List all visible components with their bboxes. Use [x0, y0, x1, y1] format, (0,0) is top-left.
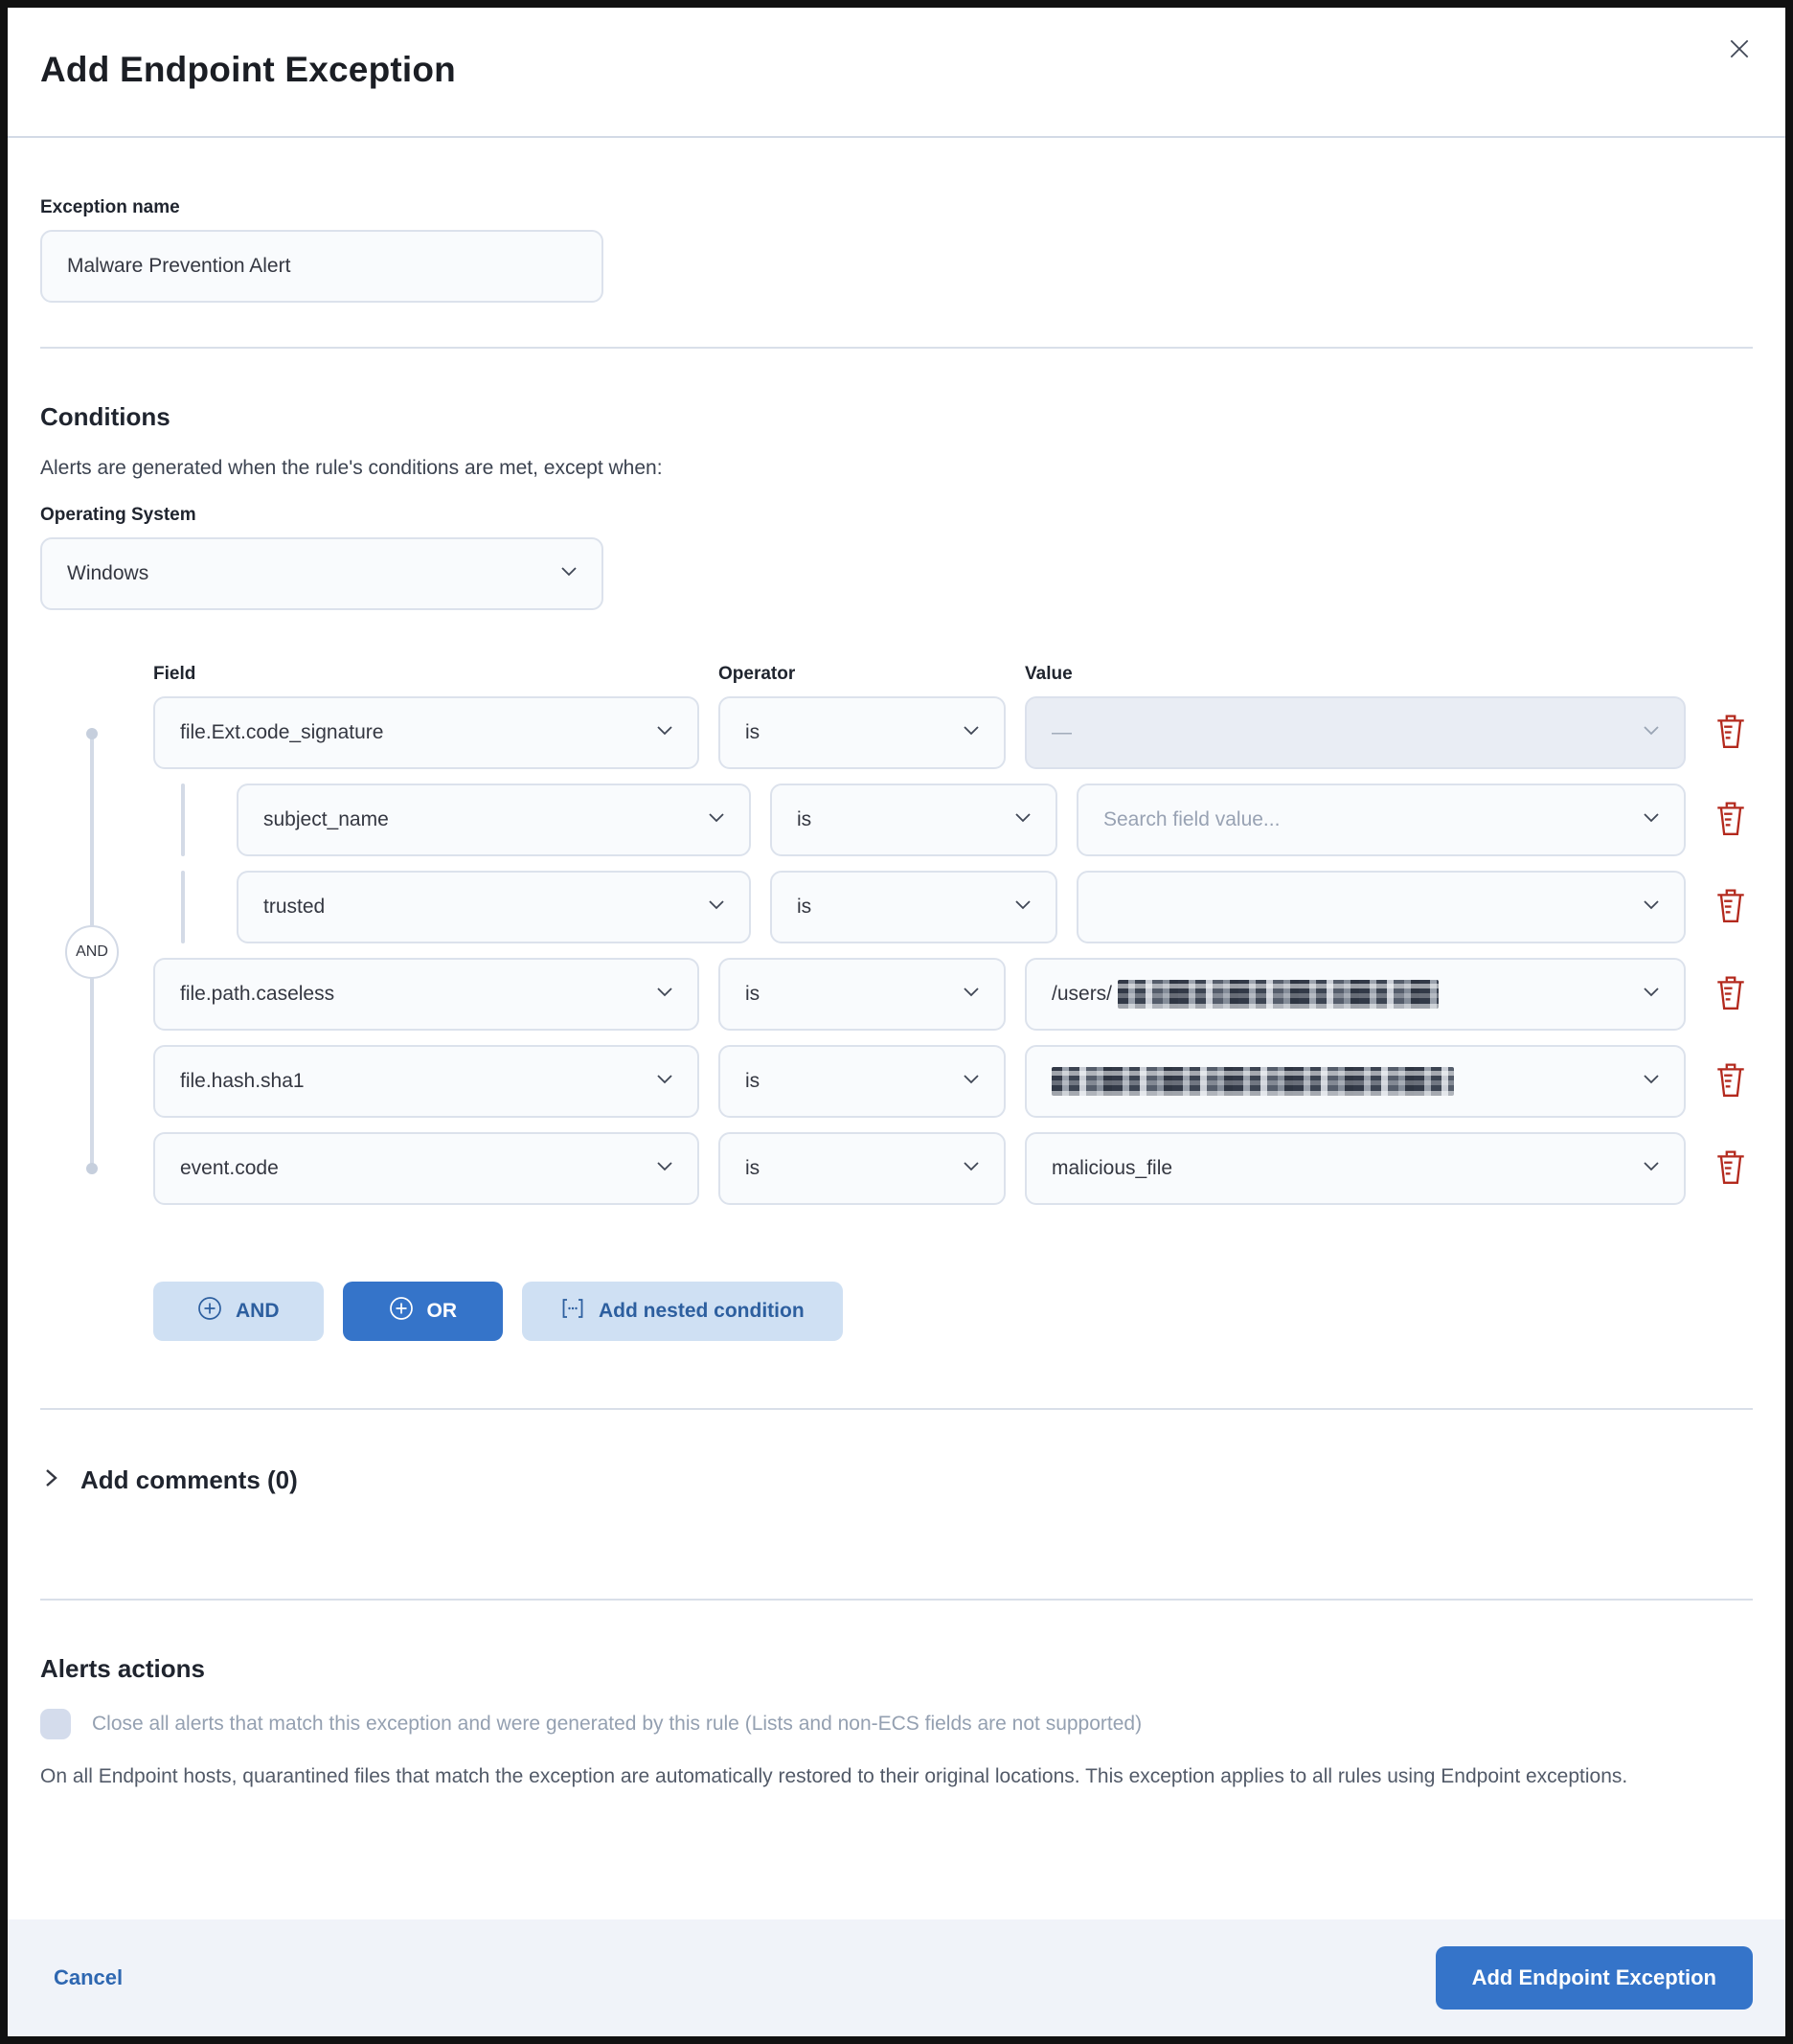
condition-row	[40, 696, 1753, 769]
value-text: /users/	[1052, 983, 1113, 1005]
field-value: file.path.caseless	[180, 983, 335, 1005]
redacted-value	[1118, 980, 1439, 1009]
delete-condition-button[interactable]	[1709, 969, 1753, 1019]
chevron-down-icon	[653, 1067, 676, 1096]
chevron-down-icon	[960, 1154, 983, 1183]
add-or-button[interactable]	[343, 1282, 504, 1341]
exception-name-field-wrap	[40, 230, 603, 303]
condition-rows	[40, 696, 1753, 1205]
chevron-down-icon	[653, 1154, 676, 1183]
chevron-down-icon	[960, 718, 983, 747]
close-alerts-checkbox-label: Close all alerts that match this exception and were generated by this rule (Lists and non-ECS fields are not supported)	[92, 1713, 1143, 1735]
operator-value: is	[745, 983, 760, 1005]
condition-field-select[interactable]	[153, 1045, 699, 1118]
field-value: trusted	[263, 896, 326, 918]
chevron-down-icon	[1640, 806, 1663, 834]
condition-field-select[interactable]	[237, 784, 751, 856]
modal-header	[8, 8, 1785, 138]
delete-condition-button[interactable]	[1709, 1056, 1753, 1106]
column-headers	[40, 664, 1753, 685]
condition-field-select[interactable]	[153, 696, 699, 769]
close-icon	[1727, 36, 1752, 64]
condition-field-select[interactable]	[153, 1132, 699, 1205]
chevron-down-icon	[1640, 1154, 1663, 1183]
divider	[40, 347, 1753, 349]
plus-circle-icon	[389, 1296, 414, 1327]
chevron-down-icon	[1640, 1067, 1663, 1096]
operator-value: is	[797, 896, 812, 918]
exception-name-input[interactable]	[67, 255, 577, 278]
modal-title: Add Endpoint Exception	[40, 50, 456, 89]
trash-icon	[1714, 1149, 1747, 1189]
field-value: file.Ext.code_signature	[180, 721, 384, 743]
cancel-button[interactable]: Cancel	[54, 1965, 124, 1989]
add-comments-toggle[interactable]	[40, 1465, 298, 1495]
delete-condition-button[interactable]	[1709, 795, 1753, 845]
operator-column-header: Operator	[718, 664, 796, 684]
condition-row	[40, 958, 1753, 1031]
condition-operator-select[interactable]	[718, 958, 1006, 1031]
operator-value: is	[745, 1157, 760, 1179]
condition-buttons	[40, 1282, 1753, 1341]
chevron-down-icon	[1640, 980, 1663, 1009]
close-alerts-checkbox-row	[40, 1709, 1753, 1739]
value-column-header: Value	[1025, 664, 1073, 684]
exception-name-label: Exception name	[40, 197, 180, 217]
add-endpoint-exception-button[interactable]: Add Endpoint Exception	[1436, 1946, 1753, 2010]
and-connector-badge: AND	[65, 925, 119, 979]
chevron-down-icon	[705, 806, 728, 834]
trash-icon	[1714, 888, 1747, 927]
operator-value: is	[745, 721, 760, 743]
chevron-down-icon	[557, 559, 580, 588]
condition-operator-select[interactable]	[718, 1132, 1006, 1205]
condition-builder	[40, 664, 1753, 1341]
value-text: —	[1052, 721, 1072, 743]
nested-indent-bar	[181, 871, 185, 943]
condition-value-select[interactable]	[1077, 871, 1686, 943]
condition-row	[40, 1045, 1753, 1118]
condition-value-select[interactable]	[1025, 958, 1686, 1031]
trash-icon	[1714, 975, 1747, 1014]
delete-condition-button[interactable]	[1709, 708, 1753, 758]
condition-value-select[interactable]	[1077, 784, 1686, 856]
chevron-down-icon	[705, 893, 728, 921]
alerts-actions-note: On all Endpoint hosts, quarantined files that match the exception are automatically restored to their original locations. This exception applies to all rules using Endpoint exceptions.	[40, 1765, 1628, 1787]
operating-system-label: Operating System	[40, 505, 196, 525]
add-and-label: AND	[236, 1300, 280, 1322]
condition-value-select[interactable]	[1025, 1045, 1686, 1118]
operating-system-select[interactable]	[40, 537, 603, 610]
trash-icon	[1714, 714, 1747, 753]
close-alerts-checkbox[interactable]	[40, 1709, 71, 1739]
chevron-down-icon	[960, 1067, 983, 1096]
chevron-down-icon	[1011, 806, 1034, 834]
chevron-right-icon	[40, 1465, 61, 1495]
condition-operator-select[interactable]	[770, 784, 1057, 856]
condition-field-select[interactable]	[237, 871, 751, 943]
divider	[40, 1408, 1753, 1410]
nested-brackets-icon	[560, 1296, 585, 1327]
trash-icon	[1714, 1062, 1747, 1101]
add-comments-label: Add comments (0)	[80, 1465, 298, 1494]
redacted-value	[1052, 1067, 1454, 1096]
chevron-down-icon	[653, 718, 676, 747]
nested-indent-bar	[181, 784, 185, 856]
condition-row	[40, 784, 1753, 856]
spacer	[40, 1792, 1753, 1919]
value-text: malicious_file	[1052, 1157, 1173, 1179]
condition-operator-select[interactable]	[718, 1045, 1006, 1118]
plus-circle-icon	[197, 1296, 222, 1327]
condition-operator-select[interactable]	[718, 696, 1006, 769]
chevron-down-icon	[1011, 893, 1034, 921]
condition-operator-select[interactable]	[770, 871, 1057, 943]
field-column-header: Field	[153, 664, 196, 684]
condition-row	[40, 1132, 1753, 1205]
condition-value-select	[1025, 696, 1686, 769]
modal-body	[8, 138, 1785, 1919]
modal-footer	[8, 1919, 1785, 2036]
value-placeholder: Search field value...	[1103, 808, 1281, 830]
add-and-button[interactable]	[153, 1282, 324, 1341]
condition-value-select[interactable]	[1025, 1132, 1686, 1205]
chevron-down-icon	[960, 980, 983, 1009]
add-nested-condition-button[interactable]	[522, 1282, 843, 1341]
chevron-down-icon	[1640, 893, 1663, 921]
trash-icon	[1714, 801, 1747, 840]
divider	[40, 1599, 1753, 1601]
field-value: event.code	[180, 1157, 279, 1179]
add-or-label: OR	[426, 1300, 457, 1322]
conditions-description: Alerts are generated when the rule's conditions are met, except when:	[40, 457, 663, 479]
condition-row	[40, 871, 1753, 943]
operator-value: is	[745, 1070, 760, 1092]
chevron-down-icon	[653, 980, 676, 1009]
alerts-actions-heading: Alerts actions	[40, 1654, 205, 1683]
operating-system-value: Windows	[67, 562, 149, 584]
condition-field-select[interactable]	[153, 958, 699, 1031]
delete-condition-button[interactable]	[1709, 882, 1753, 932]
close-button[interactable]	[1718, 29, 1760, 71]
field-value: subject_name	[263, 808, 389, 830]
operator-value: is	[797, 808, 812, 830]
chevron-down-icon	[1640, 718, 1663, 747]
conditions-heading: Conditions	[40, 402, 170, 431]
delete-condition-button[interactable]	[1709, 1144, 1753, 1193]
add-nested-condition-label: Add nested condition	[599, 1300, 805, 1322]
field-value: file.hash.sha1	[180, 1070, 305, 1092]
